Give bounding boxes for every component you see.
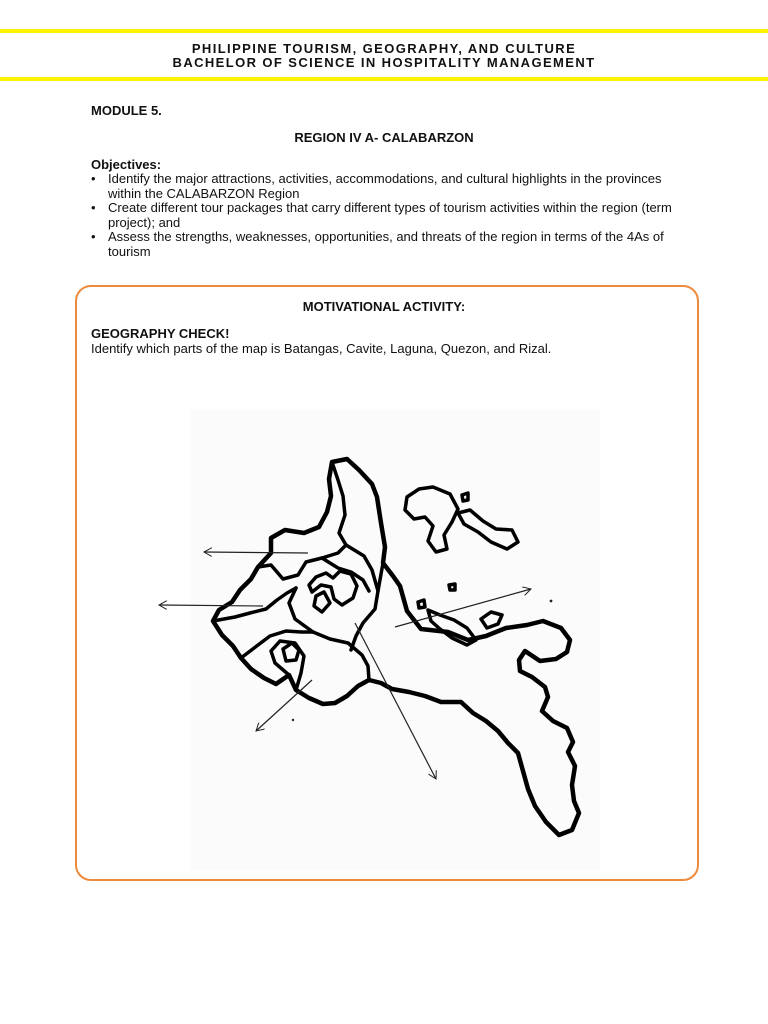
- activity-subtitle: GEOGRAPHY CHECK!: [91, 326, 230, 341]
- pointer-arrows: [159, 552, 531, 779]
- arrow-pointer-5: [355, 623, 436, 779]
- region-title: REGION IV A- CALABARZON: [294, 130, 474, 145]
- peninsula-and-islands: [405, 487, 518, 645]
- arrow-pointer-4: [256, 680, 312, 731]
- activity-title: MOTIVATIONAL ACTIVITY:: [302, 299, 466, 314]
- arrow-pointer-3: [395, 589, 531, 627]
- objective-text: Assess the strengths, weaknesses, opportunities, and threats of the region in terms of the 4As of tourism: [108, 229, 664, 259]
- bullet-icon: •: [91, 200, 96, 215]
- activity-instruction: Identify which parts of the map is Batangas, Cavite, Laguna, Quezon, and Rizal.: [91, 341, 552, 356]
- bullet-icon: •: [91, 171, 96, 186]
- objectives-heading: Objectives:: [91, 157, 162, 172]
- bullet-icon: •: [91, 229, 96, 244]
- module-label: MODULE 5.: [91, 103, 162, 118]
- objective-text: Create different tour packages that carry different types of tourism activities within the region (term project); and: [108, 200, 672, 230]
- region-outline: [213, 459, 579, 835]
- arrow-pointer-1: [204, 552, 308, 553]
- objective-text: Identify the major attractions, activities, accommodations, and cultural highlights in the provinces within the CALABARZON Region: [108, 171, 662, 201]
- arrow-pointer-2: [159, 605, 263, 606]
- course-title: PHILIPPINE TOURISM, GEOGRAPHY, AND CULTURE: [191, 41, 577, 56]
- program-title: BACHELOR OF SCIENCE IN HOSPITALITY MANAGEMENT: [172, 55, 596, 70]
